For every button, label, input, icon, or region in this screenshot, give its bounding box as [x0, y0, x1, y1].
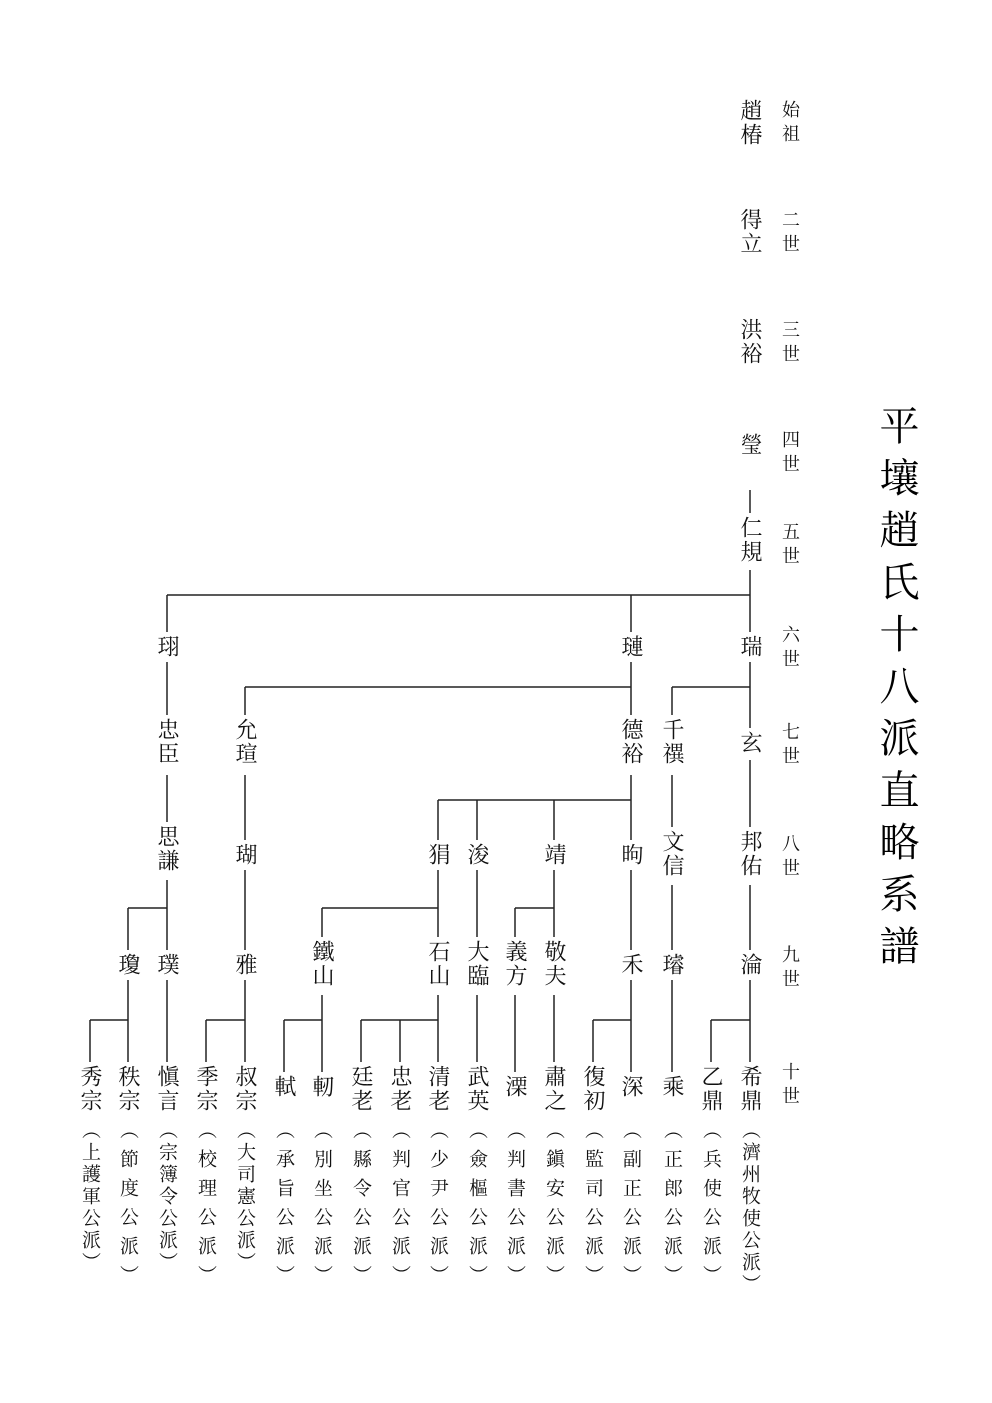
person-gen10: 叔宗	[233, 1062, 255, 1116]
person-gen5: 仁規	[738, 513, 760, 567]
person-gen10: 清老	[426, 1062, 448, 1116]
branch-label: （少尹公派）	[427, 1120, 449, 1294]
generation-label: 十世	[779, 1062, 800, 1110]
person-gen10: 肅之	[542, 1062, 564, 1116]
person-gen9: 雅	[233, 950, 255, 980]
person-gen10: 愼言	[155, 1062, 177, 1116]
person-gen4: 瑩	[738, 430, 760, 460]
person-gen10: 季宗	[194, 1062, 216, 1116]
branch-label: （大司憲公派）	[234, 1120, 256, 1274]
person-gen10: 深	[619, 1072, 641, 1102]
person-gen10: 希鼎	[738, 1062, 760, 1116]
person-gen10: 溧	[503, 1072, 525, 1102]
person-gen6: 璉	[619, 632, 641, 662]
branch-label: （承旨公派）	[273, 1120, 295, 1294]
person-gen9: 大臨	[465, 937, 487, 991]
person-gen10: 乙鼎	[699, 1062, 721, 1116]
generation-label: 九世	[779, 945, 800, 993]
branch-label: （鎭安公派）	[543, 1120, 565, 1294]
person-gen10: 忠老	[388, 1062, 410, 1116]
branch-label: （上護軍公派）	[79, 1120, 101, 1274]
page-title: 平壤趙氏十八派直略系譜	[873, 405, 919, 977]
person-gen3: 洪裕	[738, 315, 760, 369]
person-gen10: 武英	[465, 1062, 487, 1116]
person-gen10: 秩宗	[116, 1062, 138, 1116]
branch-label: （副正公派）	[620, 1120, 642, 1294]
branch-label: （判官公派）	[389, 1120, 411, 1294]
person-gen8: 文信	[660, 827, 682, 881]
branch-label: （縣令公派）	[350, 1120, 372, 1294]
generation-label: 六世	[779, 625, 800, 673]
person-gen9: 石山	[426, 937, 448, 991]
generation-label: 三世	[779, 320, 800, 368]
branch-label: （宗簿令公派）	[156, 1120, 178, 1274]
generation-label: 四世	[779, 430, 800, 478]
branch-label: （監司公派）	[582, 1120, 604, 1294]
branch-label: （別坐公派）	[311, 1120, 333, 1294]
branch-label: （校理公派）	[195, 1120, 217, 1294]
person-gen9: 淪	[738, 950, 760, 980]
person-progenitor: 趙椿	[738, 96, 760, 150]
generation-label: 七世	[779, 722, 800, 770]
person-gen9: 璿	[660, 950, 682, 980]
person-gen9: 敬夫	[542, 937, 564, 991]
person-gen9: 璞	[155, 950, 177, 980]
branch-label: （僉樞公派）	[466, 1120, 488, 1294]
person-gen6: 珝	[155, 632, 177, 662]
person-gen7: 德裕	[619, 715, 641, 769]
person-gen8: 昫	[619, 840, 641, 870]
person-gen10: 秀宗	[78, 1062, 100, 1116]
generation-label: 八世	[779, 834, 800, 882]
person-gen7: 忠臣	[155, 715, 177, 769]
person-gen9: 義方	[503, 937, 525, 991]
person-gen9: 鐵山	[310, 937, 332, 991]
branch-label: （正郎公派）	[661, 1120, 683, 1294]
generation-label: 始祖	[779, 100, 800, 148]
person-gen8: 狷	[426, 840, 448, 870]
generation-label: 二世	[779, 210, 800, 258]
person-gen8: 瑚	[233, 840, 255, 870]
person-gen8: 思謙	[155, 822, 177, 876]
person-gen2: 得立	[738, 205, 760, 259]
branch-label: （濟州牧使公派）	[739, 1120, 761, 1296]
person-gen7: 玄	[738, 728, 760, 758]
person-gen6: 瑞	[738, 632, 760, 662]
person-gen8: 靖	[542, 840, 564, 870]
person-gen8: 邦佑	[738, 827, 760, 881]
person-gen9: 瓊	[116, 950, 138, 980]
person-gen10: 軔	[310, 1072, 332, 1102]
person-gen7: 千禩	[660, 715, 682, 769]
person-gen10: 復初	[581, 1062, 603, 1116]
generation-label: 五世	[779, 522, 800, 570]
branch-label: （節度公派）	[117, 1120, 139, 1294]
person-gen7: 允瑄	[233, 715, 255, 769]
person-gen10: 廷老	[349, 1062, 371, 1116]
branch-label: （判書公派）	[504, 1120, 526, 1294]
branch-label: （兵使公派）	[700, 1120, 722, 1294]
person-gen9: 禾	[619, 950, 641, 980]
person-gen10: 軾	[272, 1072, 294, 1102]
person-gen8: 浚	[465, 840, 487, 870]
person-gen10: 乘	[660, 1072, 682, 1102]
